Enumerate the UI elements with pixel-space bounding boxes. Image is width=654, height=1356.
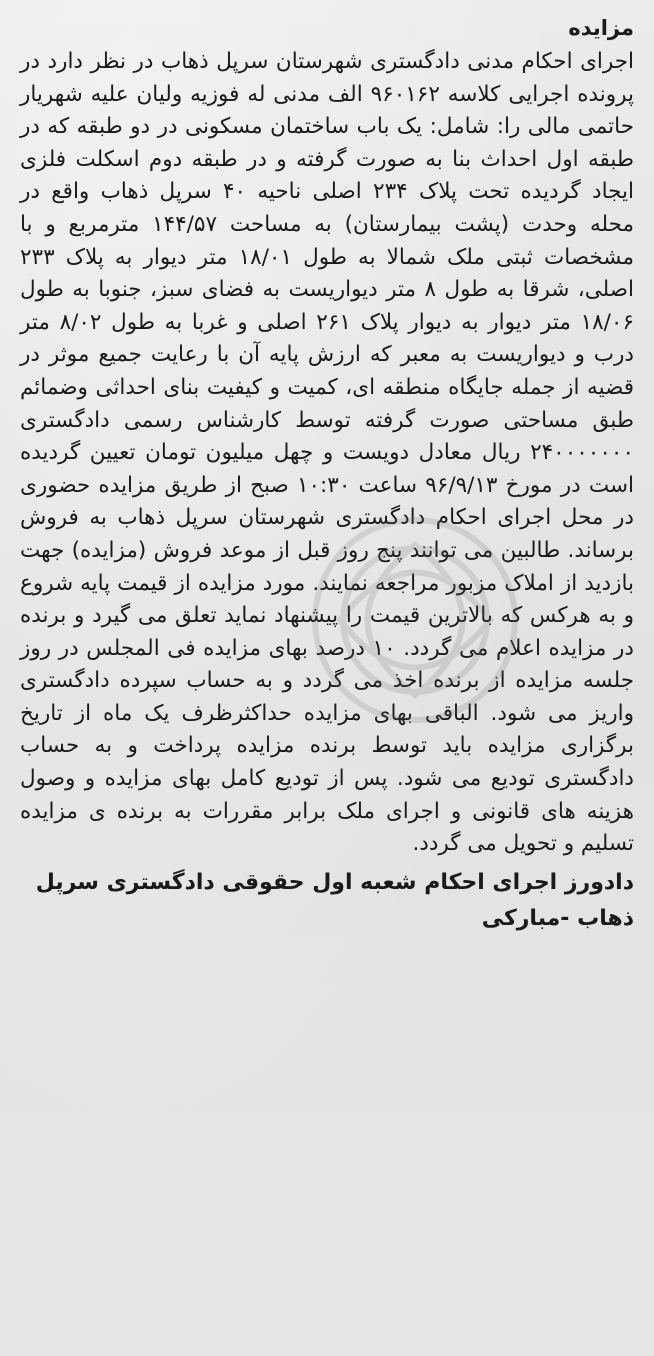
notice-signature: دادورز اجرای احکام شعبه اول حقوقی دادگستری سرپل ذهاب -مبارکی bbox=[35, 869, 634, 931]
notice-body: اجرای احکام مدنی دادگستری شهرستان سرپل ذهاب در نظر دارد در پرونده اجرایی کلاسه ۹۶۰۱۶۲ الف مدنی له فوزیه ولیان علیه شهریار حاتمی مالی را: شامل: یک باب ساختمان مسکونی در دو طبقه که در طبقه اول احداث بنا به صورت گرفته و در طبقه دوم اسکلت فلزی ایجاد گردیده تحت پلاک ۲۳۴ اصلی ناحیه ۴۰ سرپل ذهاب واقع در محله وحدت (پشت بیمارستان) به مساحت ۱۴۴/۵۷ مترمربع و با مشخصات ثبتی ملک شمالا به طول ۱۸/۰۱ متر دیوار به پلاک ۲۳۳ اصلی، شرقا به طول ۸ متر دیواریست به فضای سبز، جنوبا به طول ۱۸/۰۶ متر دیوار به دیوار پلاک ۲۶۱ اصلی و غربا به طول ۸/۰۲ متر درب و دیواریست به معبر که ارزش پایه آن با رعایت جمیع موثر در قضیه از جمله جایگاه منطقه ای، کمیت و کیفیت بنای احداثی وضمائم طبق مساحتی صورت گرفته توسط کارشناس رسمی دادگستری ۲۴۰۰۰۰۰۰۰ ریال معادل دویست و چهل میلیون تومان تعیین گردیده است در مورخ ۹۶/۹/۱۳ ساعت ۱۰:۳۰ صبح از طریق مزایده حضوری در محل اجرای احکام دادگستری شهرستان سرپل ذهاب به فروش برساند. طالبین می توانند پنج روز قبل از موعد فروش (مزایده) جهت بازدید از املاک مزبور مراجعه نمایند. مورد مزایده از قیمت پایه شروع و به هرکس که بالاترین قیمت را پیشنهاد نماید تعلق می گیرد و برنده در مزایده اعلام می گردد. ۱۰ درصد بهای مزایده فی المجلس در روز جلسه مزایده از برنده اخذ می گردد و به حساب سپرده دادگستری واریز می شود. الباقی بهای مزایده حداکثرظرف یک ماه از تاریخ برگزاری مزایده باید توسط برنده مزایده پرداخت و به حساب دادگستری تودیع می شود. پس از تودیع کامل بهای مزایده و وصول هزینه های قانونی و اجرای ملک برابر مقررات به برنده ی مزایده تسلیم و تحویل می گردد. bbox=[20, 49, 635, 857]
notice-title: مزایده bbox=[568, 16, 634, 40]
